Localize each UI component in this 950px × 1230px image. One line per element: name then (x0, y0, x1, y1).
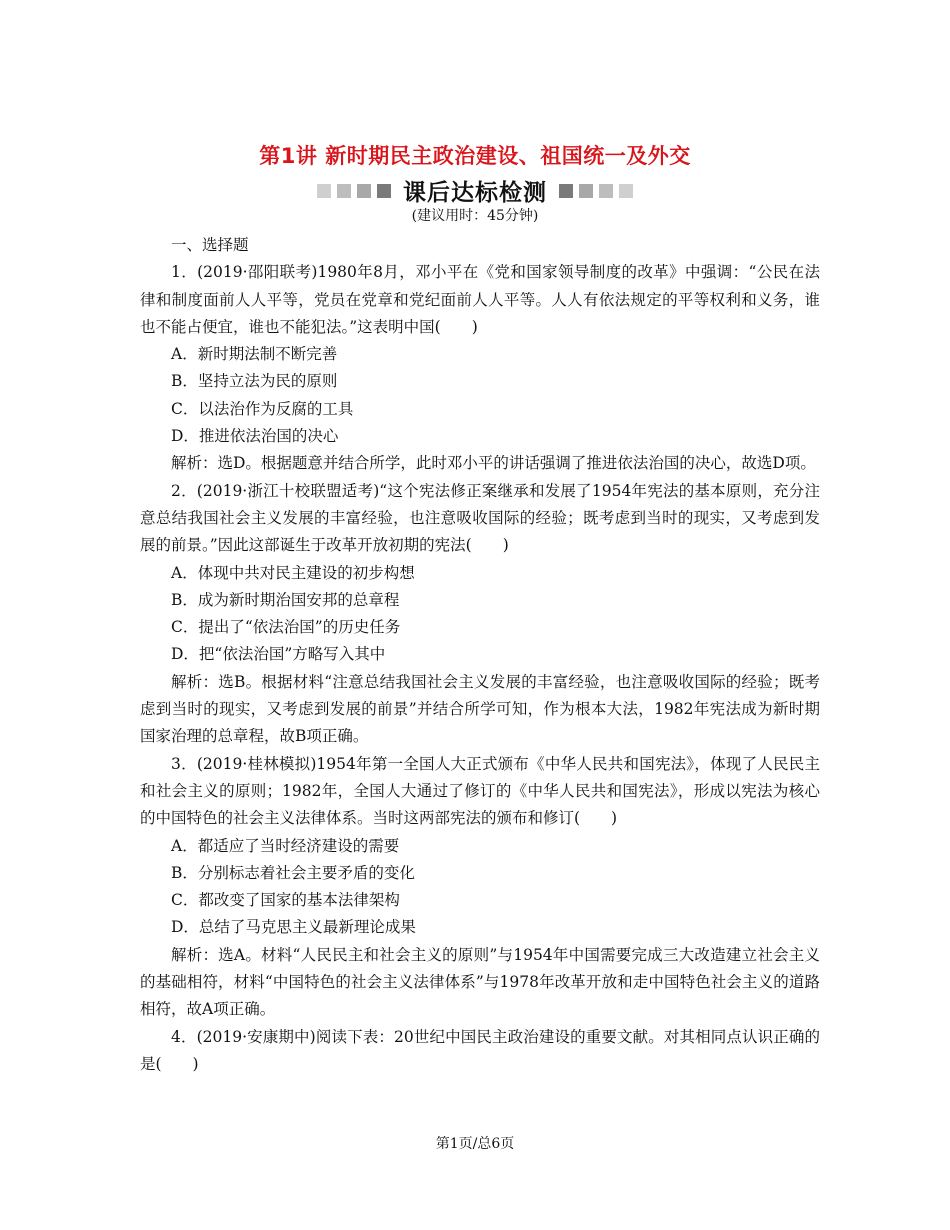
section-banner (0, 174, 950, 207)
square-decoration-icon (317, 184, 331, 198)
lesson-title: 第1讲 新时期民主政治建设、祖国统一及外交 (259, 144, 691, 168)
banner-squares-right (559, 184, 633, 198)
question-stem: 2．(2019·浙江十校联盟适考)“这个宪法修正案继承和发展了1954年宪法的基本原则，充分注意总结我国社会主义发展的丰富经验，也注意吸收国际的经验；既考虑到当时的现实，又考虑到发展的前景。”因此这部诞生于改革开放初期的宪法( ) (140, 481, 820, 555)
question-content (140, 232, 820, 1078)
option: A．新时期法制不断完善 (171, 345, 338, 364)
option: D．把“依法治国”方略写入其中 (171, 645, 386, 664)
option: D．总结了马克思主义最新理论成果 (171, 918, 416, 937)
option: C．都改变了国家的基本法律架构 (171, 891, 400, 910)
option: A．都适应了当时经济建设的需要 (171, 836, 400, 855)
banner-title: 课后达标检测 (403, 180, 547, 206)
square-decoration-icon (599, 184, 613, 198)
option: A．体现中共对民主建设的初步构想 (171, 563, 415, 582)
page-number: 第1页/总6页 (435, 1136, 515, 1152)
option: C．以法治作为反腐的工具 (171, 399, 354, 418)
square-decoration-icon (579, 184, 593, 198)
question-stem: 1．(2019·邵阳联考)1980年8月，邓小平在《党和国家领导制度的改革》中强调：“公民在法律和制度面前人人平等，党员在党章和党纪面前人人平等。人人有依法规定的平等权利和义务，谁也不能占便宜，谁也不能犯法。”这表明中国( ) (140, 263, 820, 336)
analysis: 解析：选A。材料“人民民主和社会主义的原则”与1954年中国需要完成三大改造建立社会主义的基础相符，材料“中国特色的社会主义法律体系”与1978年改革开放和走中国特色社会主义的道路相符，故A项正确。 (140, 945, 820, 1019)
analysis: 解析：选B。根据材料“注意总结我国社会主义发展的丰富经验，也注意吸收国际的经验；既考虑到当时的现实，又考虑到发展的前景”并结合所学可知，作为根本大法，1982年宪法成为新时期国家治理的总章程，故B项正确。 (140, 672, 820, 746)
banner-squares-left (317, 184, 391, 198)
square-decoration-icon (559, 184, 573, 198)
question-stem: 3．(2019·桂林模拟)1954年第一全国人大正式颁布《中华人民共和国宪法》，体现了人民民主和社会主义的原则；1982年，全国人大通过了修订的《中华人民共和国宪法》，形成以宪法为核心的中国特色的社会主义法律体系。当时这两部宪法的颁布和修订( ) (140, 754, 820, 828)
option: B．成为新时期治国安邦的总章程 (171, 590, 400, 609)
square-decoration-icon (377, 184, 391, 198)
option: B．坚持立法为民的原则 (171, 372, 338, 391)
option: C．提出了“依法治国”的历史任务 (171, 618, 401, 637)
question-stem: 4．(2019·安康期中)阅读下表：20世纪中国民主政治建设的重要文献。对其相同点认识正确的是( ) (140, 1027, 820, 1073)
square-decoration-icon (619, 184, 633, 198)
square-decoration-icon (357, 184, 371, 198)
section-heading: 一、选择题 (171, 236, 249, 254)
suggested-time: (建议用时：45分钟) (411, 208, 539, 224)
option: B．分别标志着社会主要矛盾的变化 (171, 863, 415, 882)
square-decoration-icon (337, 184, 351, 198)
option: D．推进依法治国的决心 (171, 427, 339, 446)
analysis: 解析：选D。根据题意并结合所学，此时邓小平的讲话强调了推进依法治国的决心，故选D项。 (171, 454, 816, 473)
